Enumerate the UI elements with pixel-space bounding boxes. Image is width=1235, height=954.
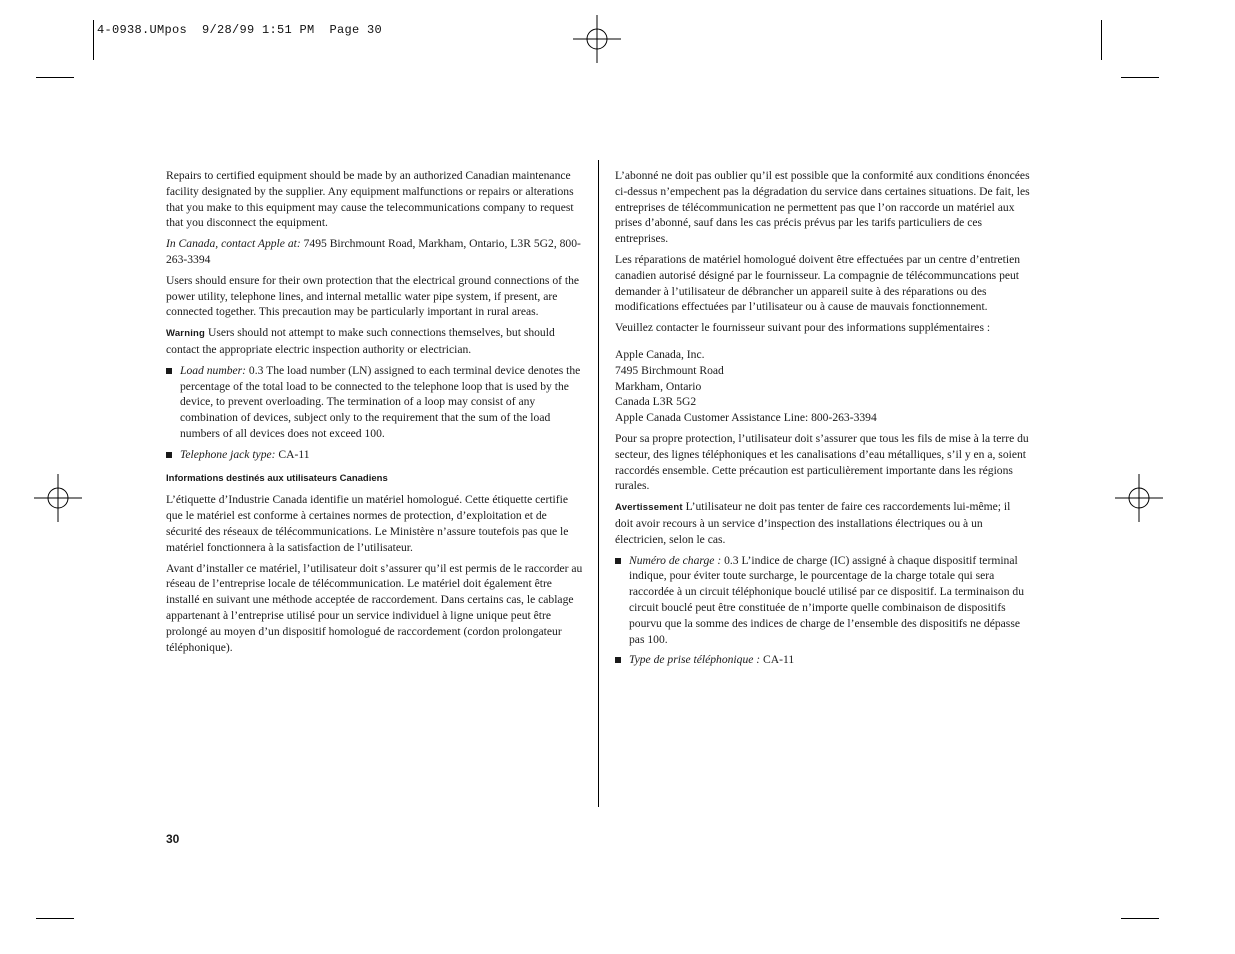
crop-mark-bottom-right-horizontal bbox=[1121, 918, 1159, 919]
bullet-label: Load number: bbox=[180, 363, 247, 377]
subscriber-paragraph: L’abonné ne doit pas oublier qu’il est possible que la conformité aux conditions énoncées ci-dessus n’empechent pas la dégradation du service dans certaines situations. De fait, les entreprises de télécommunication ne permettent pas que l’on raccorde un matériel aux prises d’abonné, sauf dans les cas précis prévus par les tarifs particuliers de ces entreprises. bbox=[615, 169, 1030, 246]
warning-fr-paragraph bbox=[615, 499, 1030, 547]
left-column bbox=[166, 168, 584, 660]
warning-label: Warning bbox=[166, 328, 206, 340]
bullet-label: Type de prise téléphonique : bbox=[629, 653, 761, 667]
crop-mark-top-right-horizontal bbox=[1121, 77, 1159, 78]
label-paragraph: L’étiquette d’Industrie Canada identifie un matériel homologué. Cette étiquette certifie que le matériel est conforme à certaines normes de protection, d’exploitation et de sécurité des réseaux de télécommunications. Le Ministère n’assure toutefois pas que le matériel fonctionnera à la satisfaction de l’utilisateur. bbox=[166, 493, 569, 554]
crop-mark-top-left-horizontal bbox=[36, 77, 74, 78]
address-line: Markham, Ontario bbox=[615, 379, 702, 393]
contact-label: In Canada, contact Apple at: bbox=[166, 237, 301, 251]
contact-text: 7495 Birchmount Road, Markham, Ontario, L3R 5G2, 800-263-3394 bbox=[166, 237, 581, 266]
list-item bbox=[166, 447, 584, 463]
bullet-text: 0.3 The load number (LN) assigned to each terminal device denotes the percentage of the total load to be connected to the telephone loop that is used by the device, to prevent overloading. The termination of a loop may consist of any combination of devices, subject only to the requirement that the sum of the load numbers of all devices does not exceed 100. bbox=[180, 363, 581, 440]
crop-mark-bottom-left-horizontal bbox=[36, 918, 74, 919]
ground-paragraph: Users should ensure for their own protection that the electrical ground connections of the power utility, telephone lines, and internal metallic water pipe system, if present, are connected together. This precaution may be particularly important in rural areas. bbox=[166, 273, 580, 319]
bullet-text: 0.3 L’indice de charge (IC) assigné à chaque dispositif terminal indique, pour éviter toute surcharge, le pourcentage de la charge totale qui sera raccordée à un circuit téléphonique bouclé utilisé par ce dispositif. La terminaison du circuit bouclé peut être constituée de n’importe quelle combinaison de dispositifs pourvu que la somme des indices de charge de l’ensemble des dispositifs ne dépasse pas 100. bbox=[629, 553, 1025, 646]
bullet-text: CA-11 bbox=[760, 653, 795, 667]
bullet-label: Telephone jack type: bbox=[180, 447, 276, 461]
warning-fr-text: L’utilisateur ne doit pas tenter de faire ces raccordements lui-même; il doit avoir recours à un service d’inspection des installations électriques ou à un électricien, selon le cas. bbox=[615, 500, 1011, 546]
crop-mark-top-right-vertical bbox=[1101, 20, 1102, 60]
contact-fr-paragraph: Veuillez contacter le fournisseur suivant pour des informations supplémentaires : bbox=[615, 321, 991, 335]
ground-fr-paragraph: Pour sa propre protection, l’utilisateur doit s’assurer que tous les fils de mise à la terre du secteur, des lignes téléphoniques et les canalisations d’eau métalliques, s’il y en a, soient raccordés ensemble. Cette précaution est particulièrement importante dans les régions rurales. bbox=[615, 431, 1029, 493]
address-line: 7495 Birchmount Road bbox=[615, 363, 724, 377]
warning-text: Users should not attempt to make such connections themselves, but should contact the appropriate electric inspection authority or electrician. bbox=[166, 326, 555, 356]
warning-fr-label: Avertissement bbox=[615, 502, 683, 514]
list-item bbox=[615, 553, 1030, 648]
address-line: Apple Canada, Inc. bbox=[615, 347, 705, 361]
column-divider bbox=[598, 160, 599, 807]
right-column bbox=[615, 168, 1030, 673]
address-block bbox=[615, 341, 1030, 426]
bullet-text: CA-11 bbox=[275, 447, 310, 461]
registration-mark-right bbox=[1115, 474, 1163, 522]
bullet-square-icon bbox=[166, 368, 172, 374]
section-heading: Informations destinés aux utilisateurs Canadiens bbox=[166, 472, 388, 484]
address-line: Canada L3R 5G2 bbox=[615, 395, 697, 409]
bullet-square-icon bbox=[615, 657, 621, 663]
bullet-label: Numéro de charge : bbox=[629, 553, 722, 567]
address-line: Apple Canada Customer Assistance Line: 800-263-3394 bbox=[615, 411, 877, 425]
repairs-paragraph: Repairs to certified equipment should be made by an authorized Canadian maintenance facility designated by the supplier. Any equipment malfunctions or repairs or alterations that you make to this equipment may cause the telecommunications company to request that you disconnect the equipment. bbox=[166, 169, 574, 230]
install-paragraph: Avant d’installer ce matériel, l’utilisateur doit s’assurer qu’il est permis de le raccorder au réseau de l’entreprise locale de télécommunication. Le matériel doit également être installé en suivant une méthode acceptée de raccordement. Dans certains cas, le cablage appartenant à l’entreprise utilisé pour un service individuel à ligne unique peut être prolongé au moyen d’un dispositif homologué de raccordement (cordon prolongateur téléphonique). bbox=[166, 561, 583, 654]
page-number: 30 bbox=[166, 832, 180, 846]
list-item bbox=[166, 363, 584, 442]
crop-mark-top-left-vertical bbox=[93, 20, 94, 60]
bullet-square-icon bbox=[615, 558, 621, 564]
repairs-fr-paragraph: Les réparations de matériel homologué doivent être effectuées par un centre d’entretien canadien autorisé désigné par le fournisseur. La compagnie de télécommuncations peut demander à l’utilisateur de débrancher un appareil suite à des réparations ou des modifications effectuées par l’utilisateur ou à cause de mauvais fonctionnement. bbox=[615, 252, 1021, 314]
bullet-square-icon bbox=[166, 452, 172, 458]
list-item bbox=[615, 652, 1030, 668]
printer-slug: 4-0938.UMpos 9/28/99 1:51 PM Page 30 bbox=[97, 23, 383, 37]
registration-mark-left bbox=[34, 474, 82, 522]
warning-paragraph bbox=[166, 325, 584, 358]
contact-paragraph bbox=[166, 236, 584, 268]
registration-mark-top bbox=[573, 15, 621, 63]
